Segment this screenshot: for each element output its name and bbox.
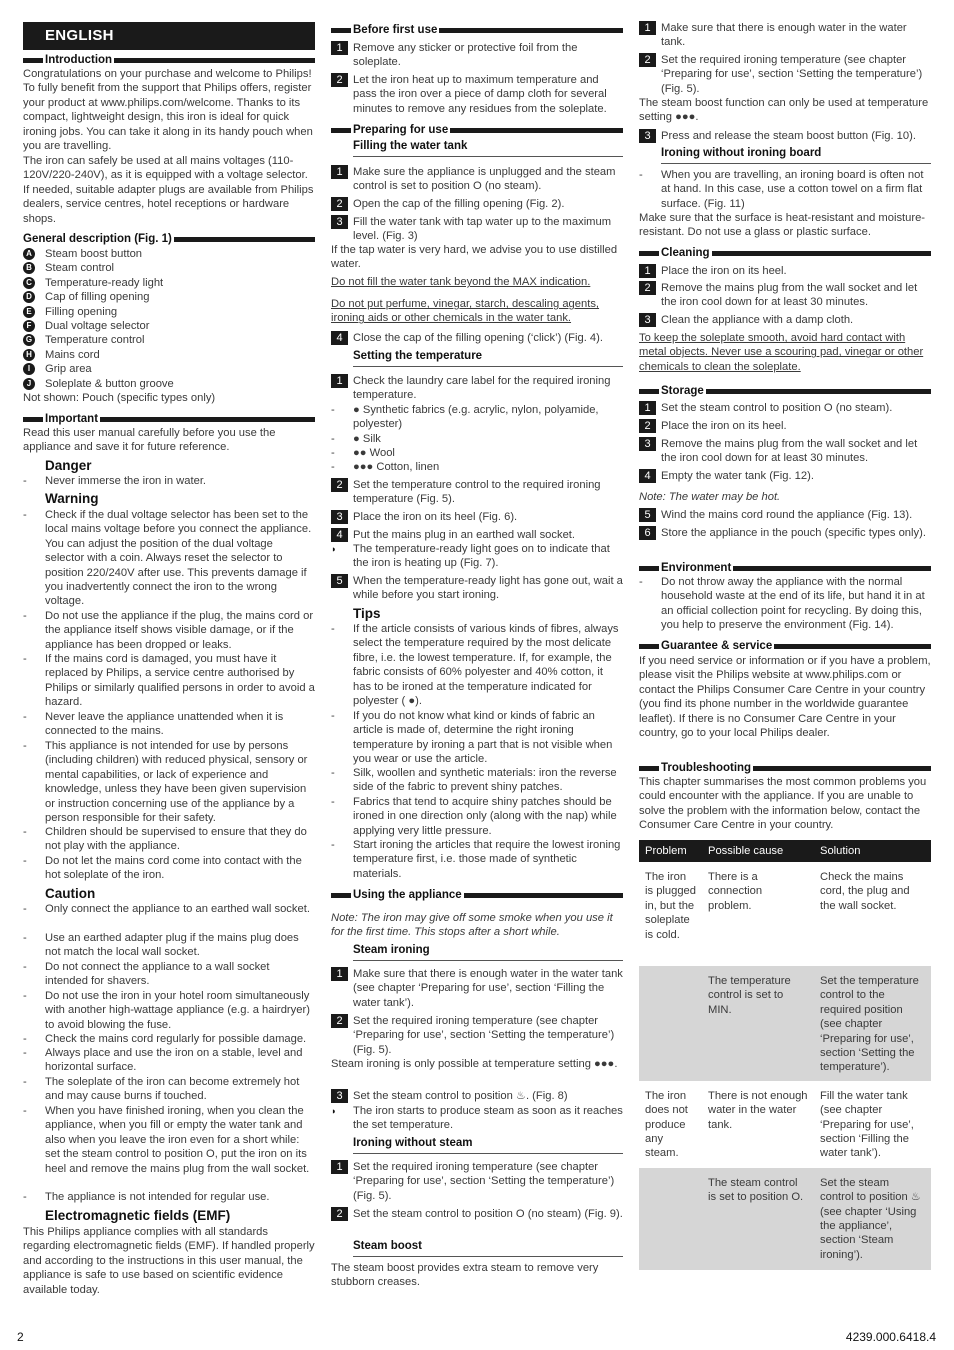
step-result: ◗ The temperature-ready light goes on to indicate that the iron is heating up (Fig. 7). (331, 543, 610, 570)
troubleshooting-intro: This chapter summarises the most common problems you could encounter with the appliance. If you are unable to solve the problem with the information below, contact the Consumer Care Centre in your country. (639, 776, 927, 832)
table-cell: The steam control is set to position O. (702, 1168, 814, 1270)
table-row (639, 1168, 931, 1270)
section-heading-guarantee: Guarantee & service (639, 639, 931, 653)
table-header: Problem (639, 840, 702, 862)
troubleshooting-table (639, 840, 931, 1270)
table-header-row (639, 840, 931, 862)
section-heading-introduction: Introduction (23, 53, 315, 67)
step: 2 Let the iron heat up to maximum temperature and pass the iron over a piece of damp cloth for several minutes to remove any residues from the soleplate. (331, 73, 623, 116)
step: 1 Remove any sticker or protective foil from the soleplate. (331, 41, 623, 70)
letter-badge: C (23, 277, 35, 289)
intro-paragraph-2: The iron can safely be used at all mains voltages (110-120V/220-240V), as it is equipped with a voltage selector. If needed, suitable adapter plugs are available from Philips dealers, service centres, hotel receptions or hardware shops. (23, 155, 314, 225)
guarantee-text: If you need service or information or if you have a problem, please visit the Philips website at www.philips.com or contact the Philips Consumer Care Centre in your country (you find its phone number in the worldwide guarantee leaflet). If there is no Consumer Care Centre in your country, go to your local Philips dealer. (639, 655, 931, 740)
letter-badge: G (23, 334, 35, 346)
board-note: Make sure that the surface is heat-resistant and moisture-resistant. Do not use a glass or plastic surface. (639, 212, 926, 239)
subheading-ironing-without-steam: Ironing without steam (353, 1136, 623, 1154)
step-result: ◗ The iron starts to produce steam as soon as it reaches the set temperature. (331, 1105, 623, 1132)
section-heading-using: Using the appliance (331, 888, 623, 902)
language-header: ENGLISH (23, 22, 315, 50)
part-item: H Mains cord (23, 348, 315, 362)
steam-only-note: Steam ironing is only possible at temperature setting ●●●. (331, 1058, 618, 1070)
table-cell: The iron is plugged in, but the soleplate is cold. (645, 871, 697, 941)
list-item: - Children should be supervised to ensure that they do not play with the appliance. (23, 826, 307, 853)
chemicals-warning: Do not put perfume, vinegar, starch, descaling agents, ironing aids or other chemicals in the water tank. (331, 298, 600, 325)
section-heading-preparing: Preparing for use (331, 123, 623, 137)
subheading-setting-temperature: Setting the temperature (353, 349, 623, 367)
table-cell: The temperature control is set to MIN. (702, 966, 814, 1081)
step: 1 Place the iron on its heel. (639, 264, 931, 278)
warning-heading: Warning (45, 491, 99, 506)
step: 3 Clean the appliance with a damp cloth. (639, 313, 931, 327)
list-item: - Do not let the mains cord come into contact with the hot soleplate of the iron. (23, 855, 302, 882)
letter-badge: J (23, 378, 35, 390)
step: 5 When the temperature-ready light has gone out, wait a while before you start ironing. (331, 574, 623, 603)
step: 3 Remove the mains plug from the wall socket and let the iron cool down for at least 30 minutes. (639, 437, 931, 466)
step: 2 Place the iron on its heel. (639, 419, 931, 433)
section-heading-cleaning: Cleaning (639, 246, 931, 260)
emf-heading: Electromagnetic fields (EMF) (45, 1208, 231, 1223)
letter-badge: E (23, 306, 35, 318)
step: 3 Fill the water tank with tap water up to the maximum level. (Fig. 3) (331, 215, 623, 244)
table-cell (639, 1168, 702, 1270)
step: 3 Set the steam control to position ♨. (Fig. 8) (331, 1089, 623, 1103)
part-item: C Temperature-ready light (23, 276, 315, 290)
step: 2 Set the temperature control to the required ironing temperature (Fig. 5). (331, 478, 623, 507)
list-item: - Do not connect the appliance to a wall socket intended for shavers. (23, 961, 270, 988)
list-item: - The appliance is not intended for regular use. (23, 1191, 270, 1203)
important-intro: Read this user manual carefully before you use the appliance and save it for future reference. (23, 427, 276, 454)
step: 5 Wind the mains cord round the appliance (Fig. 13). (639, 508, 931, 522)
list-item: - When you have finished ironing, when you clean the appliance, when you fill or empty the water tank and also when you leave the iron even for a short while: set the steam control to position O, put the iron on its heel and remove the mains plug from the wall socket. (23, 1105, 310, 1175)
emf-paragraph: This Philips appliance complies with all standards regarding electromagnetic fields (EMF). If handled properly and according to the instructions in this user manual, the appliance is safe to use based on scientific evidence available today. (23, 1226, 315, 1296)
section-heading-important: Important (23, 412, 315, 426)
list-item: - Only connect the appliance to an earthed wall socket. (23, 903, 310, 915)
step: 1 Make sure that there is enough water in the water tank (see chapter ‘Preparing for use’, section ‘Filling the water tank’). (331, 967, 623, 1010)
list-item: - This appliance is not intended for use by persons (including children) with reduced physical, sensory or mental capabilities, or lack of experience and knowledge, unless they have been given supervision or instruction concerning use of the appliance by a person responsible for their safety. (23, 740, 308, 825)
table-header: Possible cause (702, 840, 814, 862)
list-item: - The soleplate of the iron can become extremely hot and may cause burns if touched. (23, 1076, 300, 1103)
section-heading-storage: Storage (639, 384, 931, 398)
subheading-filling-water-tank: Filling the water tank (353, 139, 623, 157)
section-heading-environment: Environment (639, 561, 931, 575)
letter-badge: B (23, 262, 35, 274)
list-item: - Never leave the appliance unattended when it is connected to the mains. (23, 711, 284, 738)
table-cell: The iron does not produce any steam. (645, 1089, 688, 1160)
step: 4 Close the cap of the filling opening (‘click’) (Fig. 4). (331, 331, 623, 345)
temp-setting-item: - ● Synthetic fabrics (e.g. acrylic, nylon, polyamide, polyester) (331, 404, 599, 431)
list-item: - If you do not know what kind or kinds of fabric an article is made of, determine the right ironing temperature by ironing a part that is not visible when you wear or use the article. (331, 710, 613, 766)
boost-only-note: The steam boost function can only be used at temperature setting ●●●. (639, 97, 929, 124)
max-warning: Do not fill the water tank beyond the MAX indication. (331, 276, 591, 288)
list-item: - Do not use the iron in your hotel room simultaneously with another high-wattage appliance (e.g. a hairdryer) to avoid blowing the fuse. (23, 990, 310, 1031)
subheading-ironing-without-board: Ironing without ironing board (661, 146, 931, 164)
temp-setting-item: - ●●● Cotton, linen (331, 461, 440, 473)
list-item: - Never immerse the iron in water. (23, 475, 207, 487)
step: 2 Set the steam control to position O (no steam) (Fig. 9). (331, 1207, 623, 1221)
step: 1 Set the required ironing temperature (see chapter ‘Preparing for use’, section ‘Setting the temperature’) (Fig. 5). (331, 1160, 623, 1203)
step: 3 Place the iron on its heel (Fig. 6). (331, 510, 623, 524)
section-heading-troubleshooting: Troubleshooting (639, 761, 931, 775)
intro-paragraph-1: Congratulations on your purchase and welcome to Philips! To fully benefit from the support that Philips offers, register your product at www.philips.com/welcome. Thanks to its compact, lightweight design, this iron is ideal for quick ironing jobs. You can take it along in its handy pouch when you are travelling. (23, 68, 313, 153)
temp-setting-item: - ●● Wool (331, 447, 395, 459)
table-cell: Fill the water tank (see chapter ‘Preparing for use’, section ‘Filling the water tank’). (820, 1089, 914, 1160)
part-item: G Temperature control (23, 333, 315, 347)
table-cell: There is a connection problem. (708, 871, 763, 912)
section-heading-before-first-use: Before first use (331, 23, 623, 37)
part-item: F Dual voltage selector (23, 319, 315, 333)
list-item: - Check the mains cord regularly for possible damage. (23, 1033, 307, 1045)
list-item: - Do not throw away the appliance with the normal household waste at the end of its life, but hand it in at an official collection point for recycling. By doing this, you help to preserve the environment (Fig. 14). (639, 576, 925, 632)
step: 3 Press and release the steam boost button (Fig. 10). (639, 129, 931, 143)
step: 1 Make sure the appliance is unplugged and the steam control is set to position O (no steam). (331, 165, 623, 194)
part-item: E Filling opening (23, 305, 315, 319)
letter-badge: F (23, 320, 35, 332)
table-header: Solution (814, 840, 931, 862)
table-cell (639, 966, 702, 1081)
list-item: - When you are travelling, an ironing board is often not at hand. In this case, use a cotton towel on a firm flat surface. (Fig. 11) (639, 169, 924, 210)
letter-badge: H (23, 349, 35, 361)
not-shown-note: Not shown: Pouch (specific types only) (23, 392, 216, 404)
part-item: A Steam boost button (23, 247, 315, 261)
part-item: J Soleplate & button groove (23, 377, 315, 391)
result-arrow-icon: ◗ (331, 1106, 337, 1116)
letter-badge: D (23, 291, 35, 303)
step: 2 Open the cap of the filling opening (Fig. 2). (331, 197, 623, 211)
step: 2 Set the required ironing temperature (see chapter ‘Preparing for use’, section ‘Setting the temperature’) (Fig. 5). (331, 1014, 623, 1057)
list-item: - Silk, woollen and synthetic materials: iron the reverse side of the fabric to prevent shiny patches. (331, 767, 617, 794)
table-cell: Set the steam control to position ♨ (see chapter ‘Using the appliance’, section ‘Steam ironing’). (814, 1168, 931, 1270)
list-item: - Do not use the appliance if the plug, the mains cord or the appliance itself shows visible damage, or if the appliance has been dropped or leaks. (23, 610, 314, 651)
step: 1 Make sure that there is enough water in the water tank. (639, 21, 931, 50)
list-item: - If the mains cord is damaged, you must have it replaced by Philips, a service centre authorised by Philips or similarly qualified persons in order to avoid a hazard. (23, 653, 315, 709)
part-item: I Grip area (23, 362, 315, 376)
table-row (639, 1081, 931, 1168)
table-row (639, 966, 931, 1081)
subheading-steam-boost: Steam boost (353, 1239, 623, 1257)
list-item: - Use an earthed adapter plug if the mains plug does not match the local wall socket. (23, 932, 299, 959)
caution-heading: Caution (45, 886, 96, 901)
step: 1 Check the laundry care label for the required ironing temperature. (331, 374, 623, 403)
step: 6 Store the appliance in the pouch (specific types only). (639, 526, 931, 540)
boost-intro: The steam boost provides extra steam to remove very stubborn creases. (331, 1262, 599, 1289)
table-cell: Set the temperature control to the required position (see chapter ‘Preparing for use’, section ‘Setting the temperature’). (814, 966, 931, 1081)
step: 1 Set the steam control to position O (no steam). (639, 401, 931, 415)
list-item: - Start ironing the articles that require the lowest ironing temperature first, i.e. those made of synthetic materials. (331, 839, 621, 880)
part-item: B Steam control (23, 261, 315, 275)
section-heading-general-description: General description (Fig. 1) (23, 232, 315, 246)
list-item: - Check if the dual voltage selector has been set to the local mains voltage before you connect the appliance. You can adjust the position of the dual voltage selector with a coin. Always reset the selector to position 220/240V after use. This prevents damage if you inadvertently connect the iron to the wrong voltage. (23, 509, 312, 608)
page-number: 2 (17, 1330, 24, 1344)
table-cell: Check the mains cord, the plug and the wall socket. (820, 871, 910, 912)
hard-water-note: If the tap water is very hard, we advise you to use distilled water. (331, 244, 618, 271)
tips-heading: Tips (353, 606, 381, 621)
step: 4 Put the mains plug in an earthed wall socket. (331, 528, 623, 542)
part-item: D Cap of filling opening (23, 290, 315, 304)
letter-badge: I (23, 363, 35, 375)
temp-setting-item: - ● Silk (331, 433, 381, 445)
list-item: - If the article consists of various kinds of fibres, always select the temperature required by the most delicate fibre, i.e. the lowest temperature. If, for example, the fabric consists of 60% polyester and 40% cotton, it has to be ironed at the temperature indicated for polyester ( ●). (331, 623, 619, 708)
storage-note: Note: The water may be hot. (639, 491, 781, 503)
table-cell: There is not enough water in the water tank. (708, 1089, 808, 1131)
step: 4 Empty the water tank (Fig. 12). (639, 469, 931, 483)
list-item: - Always place and use the iron on a stable, level and horizontal surface. (23, 1047, 303, 1074)
danger-heading: Danger (45, 458, 92, 473)
step: 2 Remove the mains plug from the wall socket and let the iron cool down for at least 30 minutes. (639, 281, 931, 310)
cleaning-warning: To keep the soleplate smooth, avoid hard contact with metal objects. Never use a scouring pad, vinegar or other chemicals to clean the soleplate. (639, 332, 924, 373)
using-note: Note: The iron may give off some smoke when you use it for the first time. This stops after a short while. (331, 912, 613, 939)
table-row (639, 862, 931, 966)
result-arrow-icon: ◗ (331, 544, 337, 554)
list-item: - Fabrics that tend to acquire shiny patches should be ironed in one direction only (along with the nap) while applying very little pressure. (331, 796, 617, 837)
subheading-steam-ironing: Steam ironing (353, 943, 623, 961)
letter-badge: A (23, 248, 35, 260)
document-code: 4239.000.6418.4 (845, 1330, 936, 1344)
step: 2 Set the required ironing temperature (see chapter ‘Preparing for use’, section ‘Setting the temperature’) (Fig. 5). (639, 53, 931, 96)
